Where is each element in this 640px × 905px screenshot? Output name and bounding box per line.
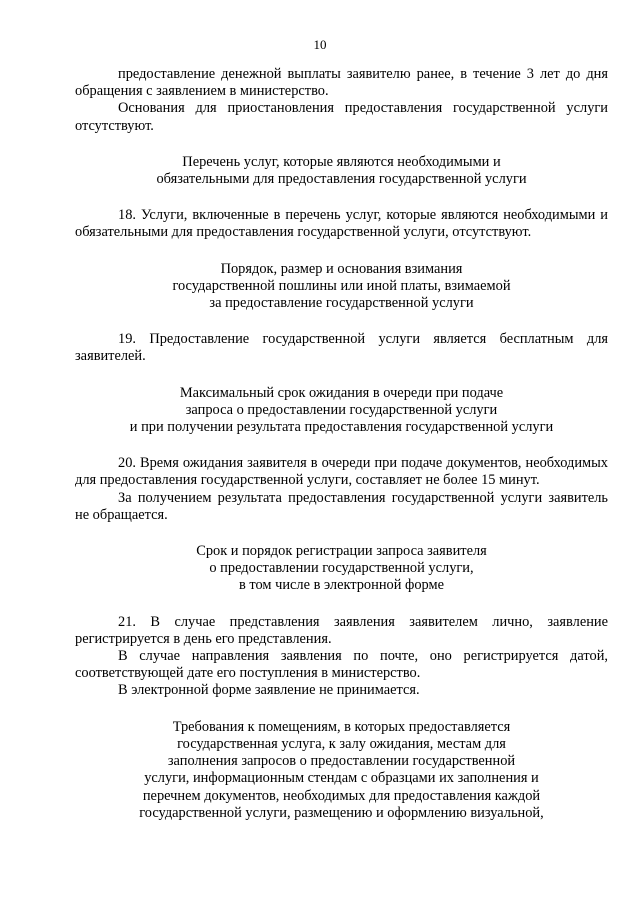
heading-registration: Срок и порядок регистрации запроса заявителя о предоставлении государственной услуги, в том числе в электронной форме: [196, 543, 487, 594]
paragraph-suspension-grounds: Основания для приостановления предоставления государственной услуги отсутствуют.: [75, 100, 608, 134]
page-number: 10: [313, 37, 327, 52]
heading-premises-requirements: Требования к помещениям, в которых предоставляется государственная услуга, к залу ожидания, местам для заполнения запросов о предоставлении государственной услуги, информационным стендам с образцами их заполнения и перечнем документов, необходимых для предоставления каждой государственной услуги, размещению и оформлению визуальной,: [139, 718, 544, 821]
paragraph-21-electronic: В электронной форме заявление не принимается.: [118, 682, 420, 699]
paragraph-18: 18. Услуги, включенные в перечень услуг, которые являются необходимыми и обязательными для предоставления государственной услуги, отсутствуют.: [75, 207, 608, 241]
document-body: [75, 66, 608, 822]
paragraph-20-result: За получением результата предоставления государственной услуги заявитель не обращается.: [75, 489, 608, 523]
heading-required-services: Перечень услуг, которые являются необходимыми и обязательными для предоставления государственной услуги: [156, 153, 527, 188]
heading-queue-time: Максимальный срок ожидания в очереди при подаче запроса о предоставлении государственной услуги и при получении результата предоставления государственной услуги: [129, 384, 554, 436]
paragraph-21: 21. В случае представления заявления заявителем лично, заявление регистрируется в день его представления.: [75, 613, 608, 647]
paragraph-20: 20. Время ожидания заявителя в очереди при подаче документов, необходимых для предоставления государственной услуги, составляет не более 15 минут.: [75, 455, 608, 489]
paragraph-payment-continuation: предоставление денежной выплаты заявителю ранее, в течение 3 лет до дня обращения с заявлением в министерство.: [75, 66, 608, 100]
heading-fee: Порядок, размер и основания взимания государственной пошлины или иной платы, взимаемой за предоставление государственной услуги: [172, 260, 511, 312]
paragraph-19: 19. Предоставление государственной услуги является бесплатным для заявителей.: [75, 331, 608, 365]
paragraph-21-mail: В случае направления заявления по почте, оно регистрируется датой, соответствующей дате его поступления в министерство.: [75, 648, 608, 682]
